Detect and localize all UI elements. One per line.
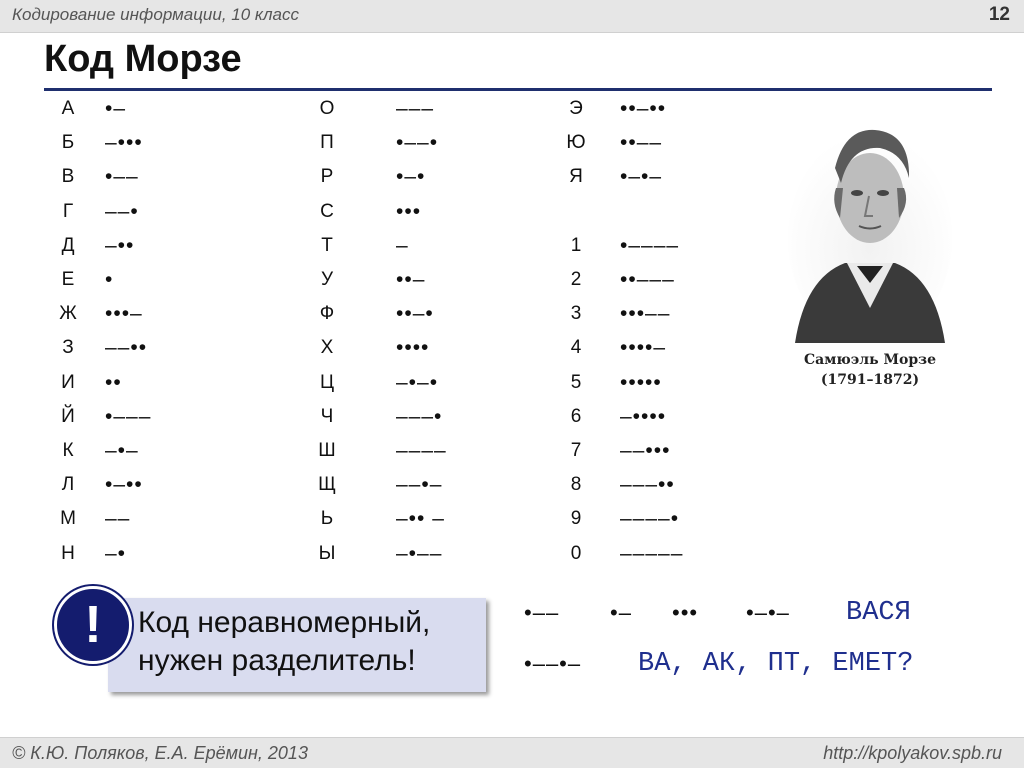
morse-code: ––– — [396, 97, 435, 120]
morse-code: ••• — [396, 199, 422, 223]
morse-letter: Е — [61, 269, 75, 290]
morse-code: ••••– — [620, 336, 667, 360]
morse-letter: В — [61, 166, 75, 188]
morse-letter: У — [320, 269, 334, 290]
morse-code: –•••• — [620, 404, 667, 428]
morse-code: ––––• — [620, 507, 680, 531]
morse-code: •–• — [396, 165, 426, 189]
morse-code: •••– — [105, 302, 143, 326]
morse-code: ––•– — [396, 473, 443, 497]
slide-header — [0, 0, 1024, 33]
note-box — [108, 598, 486, 692]
portrait-name: Самюэль Морзе — [804, 352, 936, 368]
morse-code: –––– — [396, 439, 447, 462]
morse-code: ––••• — [620, 439, 671, 462]
morse-letter: Г — [62, 200, 74, 222]
morse-code: •– — [105, 97, 127, 120]
morse-letter: 4 — [570, 337, 582, 359]
morse-letter: Л — [61, 474, 75, 496]
course-title: Кодирование информации, 10 класс — [12, 5, 299, 24]
morse-letter: С — [320, 200, 334, 222]
exclamation-icon: ! — [54, 586, 132, 664]
example1-code-4: •–•– — [746, 600, 790, 625]
morse-code: •––– — [105, 404, 152, 428]
morse-code: ––•• — [105, 336, 148, 360]
morse-letter: М — [60, 508, 76, 530]
morse-code: •• — [105, 370, 122, 394]
morse-code: ••––– — [620, 268, 675, 291]
morse-letter: 9 — [570, 508, 582, 530]
morse-letter: 6 — [570, 405, 582, 427]
morse-letter: Щ — [318, 474, 336, 496]
page-number: 12 — [988, 4, 1010, 25]
morse-code: •–– — [105, 165, 139, 189]
example1-code-1: •–– — [524, 600, 560, 625]
footer-authors: © К.Ю. Поляков, Е.А. Ерёмин, 2013 — [12, 743, 308, 763]
morse-code: –•–– — [396, 541, 443, 565]
morse-code: ••••• — [620, 370, 662, 394]
example2-decoded: ВА, АК, ПТ, ЕМЕТ? — [638, 649, 914, 679]
morse-code: ––––– — [620, 541, 684, 565]
example1-code-3: ••• — [672, 600, 699, 625]
morse-code: –––• — [396, 404, 443, 428]
morse-code: –– — [105, 507, 131, 531]
title-underline — [44, 88, 992, 91]
morse-code: ••–– — [620, 131, 663, 155]
footer-url: http://kpolyakov.spb.ru — [823, 743, 1002, 763]
morse-letter: Ю — [566, 132, 586, 154]
morse-code: ––• — [105, 199, 139, 223]
morse-code: –•– — [105, 439, 139, 462]
morse-letter: Х — [320, 337, 334, 359]
morse-letter: Н — [61, 542, 75, 564]
morse-letter: 0 — [570, 542, 582, 564]
slide-title: Код Морзе — [44, 38, 242, 80]
morse-letter: 5 — [570, 371, 582, 393]
morse-code: –––•• — [620, 473, 675, 497]
note-line-2: нужен разделитель! — [138, 644, 416, 677]
morse-code: –•• – — [396, 507, 445, 531]
morse-code: –•• — [105, 233, 135, 257]
morse-code: –• — [105, 541, 127, 565]
example1-decoded: ВАСЯ — [846, 598, 911, 628]
morse-letter: Ж — [59, 303, 77, 325]
morse-letter: 7 — [570, 440, 582, 461]
morse-code: ••–• — [396, 302, 434, 326]
example1-code-2: •– — [610, 600, 632, 625]
morse-letter: Ь — [320, 508, 334, 530]
morse-letter: 3 — [570, 303, 582, 325]
morse-portrait-image — [785, 108, 955, 343]
morse-code: ••–•• — [620, 97, 667, 120]
morse-letter: О — [319, 98, 335, 119]
note-line-1: Код неравномерный, — [138, 606, 431, 639]
morse-code: •••–– — [620, 302, 671, 326]
morse-letter: К — [62, 440, 74, 461]
morse-code: – — [396, 233, 409, 257]
morse-letter: А — [61, 98, 75, 119]
morse-letter: Ч — [320, 405, 334, 427]
morse-letter: Э — [569, 98, 583, 119]
morse-code: •–––– — [620, 233, 680, 257]
morse-code: •–•– — [620, 165, 663, 189]
morse-code: –••• — [105, 131, 143, 155]
morse-letter: И — [61, 371, 75, 393]
morse-code: •––• — [396, 131, 439, 155]
morse-letter: 2 — [570, 269, 582, 290]
morse-letter: Д — [61, 234, 75, 256]
morse-code: • — [105, 268, 114, 291]
morse-letter: Б — [61, 132, 75, 154]
morse-letter: Ф — [319, 303, 335, 325]
morse-letter: Ш — [318, 440, 336, 461]
morse-letter: Й — [61, 405, 75, 427]
portrait-years: (1791–1872) — [820, 372, 920, 388]
morse-letter: 8 — [570, 474, 582, 496]
morse-letter: Р — [320, 166, 334, 188]
morse-code: ••– — [396, 268, 426, 291]
example2-code: •––•– — [524, 651, 582, 676]
morse-code: –•–• — [396, 370, 439, 394]
morse-code: •••• — [396, 336, 430, 360]
morse-letter: Т — [321, 234, 333, 256]
morse-letter: Я — [569, 166, 583, 188]
morse-letter: З — [62, 337, 74, 359]
morse-code: •–•• — [105, 473, 143, 497]
morse-letter: Ы — [318, 542, 336, 564]
morse-letter: П — [320, 132, 334, 154]
morse-letter: Ц — [319, 371, 335, 393]
slide-footer — [0, 737, 1024, 768]
morse-letter: 1 — [570, 234, 582, 256]
